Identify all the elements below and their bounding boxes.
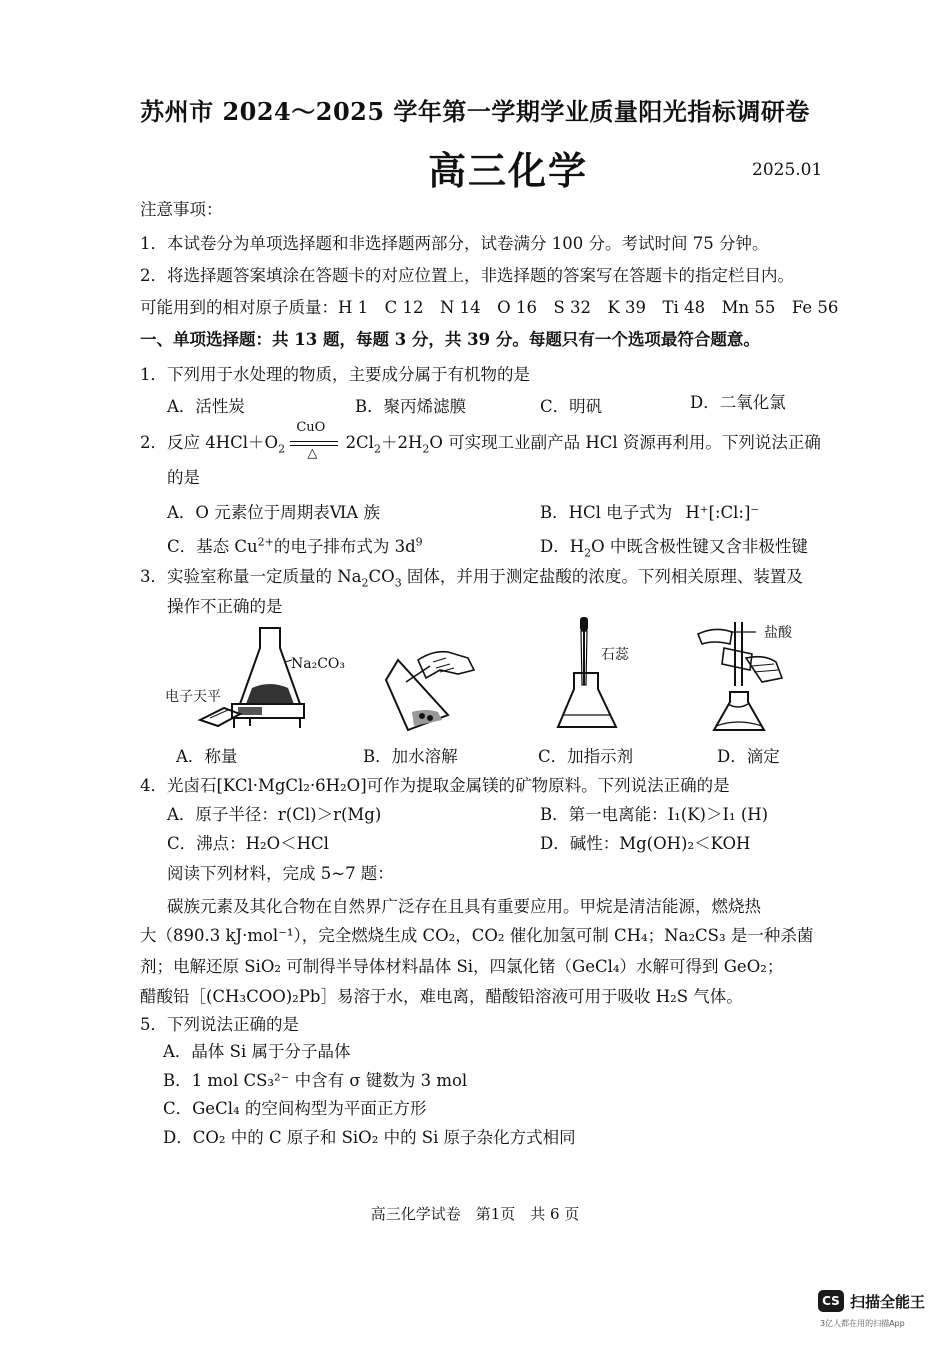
q3-sub2: 3: [394, 576, 402, 590]
q2-stem-post: O 可实现工业副产品 HCl 资源再利用。下列说法正确: [429, 433, 821, 452]
q2-option-c-post: 的电子排布式为 3d: [273, 537, 416, 556]
scanner-logo-icon: CS: [818, 1290, 844, 1312]
q5-option-d: D．CO₂ 中的 C 原子和 SiO₂ 中的 Si 原子杂化方式相同: [163, 1128, 576, 1147]
q2-stem-cont: 的是: [167, 468, 200, 487]
exam-date: 2025.01: [752, 160, 823, 180]
atomic-masses: 可能用到的相对原子质量：H 1 C 12 N 14 O 16 S 32 K 39 Ti 48 Mn 55 Fe 56: [140, 298, 839, 317]
q5-stem: 5．下列说法正确的是: [140, 1015, 299, 1034]
q4-option-d: D．碱性：Mg(OH)₂＜KOH: [540, 834, 751, 853]
notice-heading: 注意事项：: [140, 200, 223, 219]
q3-option-d: D．滴定: [717, 747, 780, 766]
reading-line-3: 剂；电解还原 SiO₂ 可制得半导体材料晶体 Si，四氯化锗（GeCl₄）水解可得到 GeO₂；: [140, 957, 784, 976]
q5-option-a: A．晶体 Si 属于分子晶体: [163, 1042, 351, 1061]
q2-option-b-text: B．HCl 电子式为: [540, 503, 673, 522]
reaction-arrow: [290, 419, 340, 461]
q2-stem-pre: 2．反应 4HCl＋O: [140, 433, 279, 452]
q5-option-b: B．1 mol CS₃²⁻ 中含有 σ 键数为 3 mol: [163, 1071, 468, 1090]
q2-option-d-sub: 2: [584, 546, 592, 560]
q1-option-c: C．明矾: [540, 397, 603, 416]
q1-stem: 1．下列用于水处理的物质，主要成分属于有机物的是: [140, 365, 530, 384]
scanner-tagline: 3亿人都在用的扫描App: [820, 1319, 905, 1328]
q2-stem-mid2: ＋2H: [380, 433, 423, 452]
q2-option-d-pre: D．H: [540, 537, 585, 556]
notice-item-1: 1．本试卷分为单项选择题和非选择题两部分，试卷满分 100 分。考试时间 75 分钟。: [140, 234, 769, 253]
figure-dissolving: [378, 640, 488, 735]
heat-symbol: △: [307, 445, 318, 461]
equals-bar-top: [290, 441, 338, 442]
q2-option-c-sup2: 9: [415, 535, 423, 549]
reading-line-4: 醋酸铅［(CH₃COO)₂Pb］易溶于水，难电离，醋酸铅溶液可用于吸收 H₂S 气体。: [140, 987, 743, 1006]
q5-option-c: C．GeCl₄ 的空间构型为平面正方形: [163, 1099, 427, 1118]
label-balance: 电子天平: [165, 689, 221, 705]
exam-title: 苏州市 2024～2025 学年第一学期学业质量阳光指标调研卷: [140, 97, 810, 126]
q1-option-b: B．聚丙烯滤膜: [355, 397, 467, 416]
q2-stem: [140, 419, 821, 461]
q2-sub3: 2: [422, 442, 430, 456]
q3-option-b: B．加水溶解: [363, 747, 458, 766]
figure-indicator: [558, 615, 638, 740]
page-footer: 高三化学试卷 第1页 共 6 页: [370, 1205, 580, 1223]
q3-stem-2: 操作不正确的是: [167, 597, 283, 616]
figure-weighing: [190, 622, 340, 737]
q3-option-a: A．称量: [176, 747, 238, 766]
reading-intro: 阅读下列材料，完成 5~7 题：: [167, 864, 394, 883]
label-litmus: 石蕊: [601, 647, 629, 663]
q4-option-a: A．原子半径：r(Cl)＞r(Mg): [167, 805, 382, 824]
subject-title: 高三化学: [428, 148, 589, 193]
notice-item-2: 2．将选择题答案填涂在答题卡的对应位置上，非选择题的答案写在答题卡的指定栏目内。: [140, 266, 794, 285]
q2-option-b: [540, 499, 759, 523]
q4-option-b: B．第一电离能：I₁(K)＞I₁ (H): [540, 805, 769, 824]
q2-option-d-post: O 中既含极性键又含非极性键: [591, 537, 808, 556]
q2-sub1: 2: [278, 442, 286, 456]
q4-stem: 4．光卤石[KCl·MgCl₂·6H₂O]可作为提取金属镁的矿物原料。下列说法正确的是: [140, 776, 730, 795]
q3-stem-1: [140, 563, 803, 589]
section-heading: 一、单项选择题：共 13 题，每题 3 分，共 39 分。每题只有一个选项最符合题意。: [140, 330, 760, 349]
q2-option-c-pre: C．基态 Cu: [167, 537, 258, 556]
q3-stem-pre: 3．实验室称量一定质量的 Na: [140, 567, 362, 586]
q2-option-c-sup: 2+: [257, 535, 274, 549]
q3-stem-mid: CO: [368, 567, 395, 586]
label-hcl: 盐酸: [764, 625, 792, 641]
reading-line-2: 大（890.3 kJ·mol⁻¹），完全燃烧生成 CO₂，CO₂ 催化加氢可制 CH₄；Na₂CS₃ 是一种杀菌: [140, 926, 814, 945]
electron-formula: H⁺[:Cl:]⁻: [685, 503, 760, 522]
scanner-app-name: 扫描全能王: [850, 1293, 926, 1311]
catalyst-label: CuO: [296, 419, 326, 435]
q3-sub1: 2: [361, 576, 369, 590]
q1-option-d: D．二氧化氯: [690, 393, 786, 412]
q2-option-d: [540, 533, 808, 559]
q2-stem-mid: 2Cl: [345, 433, 374, 452]
q4-option-c: C．沸点：H₂O＜HCl: [167, 834, 329, 853]
q2-option-c: [167, 533, 423, 557]
reading-line-1: 碳族元素及其化合物在自然界广泛存在且具有重要应用。甲烷是清洁能源，燃烧热: [167, 897, 761, 916]
label-na2co3: Na₂CO₃: [291, 656, 346, 672]
q2-option-a: A．O 元素位于周期表ⅥA 族: [167, 503, 380, 522]
q2-sub2: 2: [373, 442, 381, 456]
q3-option-c: C．加指示剂: [538, 747, 634, 766]
q1-option-a: A．活性炭: [167, 397, 245, 416]
q3-stem-post: 固体，并用于测定盐酸的浓度。下列相关原理、装置及: [401, 567, 803, 586]
